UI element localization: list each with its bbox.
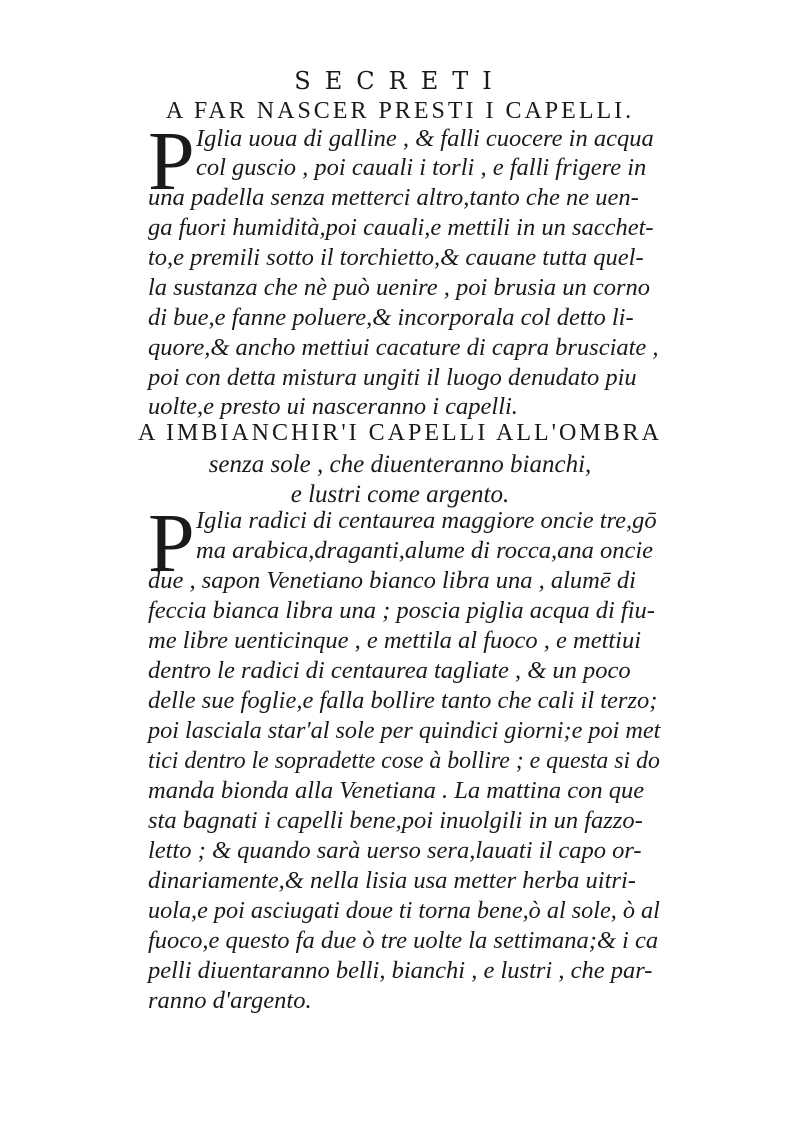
text-line: feccia bianca libra una ; poscia piglia acqua di fiu- — [148, 597, 655, 624]
text-line: Iglia radici di centaurea maggiore oncie tre,gō — [196, 507, 657, 534]
text-line: dentro le radici di centaurea tagliate , & un poco — [148, 657, 631, 684]
drop-cap-initial: P — [148, 115, 195, 208]
text-line: due , sapon Venetiano bianco libra una , alumē di — [148, 567, 636, 594]
text-line: Iglia uoua di galline , & falli cuocere in acqua — [196, 125, 654, 152]
text-line: ranno d'argento. — [148, 987, 312, 1014]
text-line: una padella senza metterci altro,tanto che ne uen- — [148, 184, 639, 211]
text-line: poi lasciala star'al sole per quindici giorni;e poi met — [148, 717, 661, 744]
text-line: sta bagnati i capelli bene,poi inuolgili in un fazzo- — [148, 807, 643, 834]
text-line: dinariamente,& nella lisia usa metter herba uitri- — [148, 867, 636, 894]
text-line: di bue,e fanne poluere,& incorporala col detto li- — [148, 304, 634, 331]
text-line: ma arabica,draganti,alume di rocca,ana oncie — [196, 537, 654, 564]
text-line: ga fuori humidità,poi cauali,e mettili in un sacchet- — [148, 214, 654, 241]
text-line: manda bionda alla Venetiana . La mattina con que — [148, 777, 645, 804]
text-line: to,e premili sotto il torchietto,& cauane tutta quel- — [148, 244, 644, 271]
text-line: col guscio , poi cauali i torli , e falli frigere in — [196, 154, 647, 181]
recipe-subtitle: e lustri come argento. — [290, 481, 510, 508]
text-line: delle sue foglie,e falla bollire tanto che cali il terzo; — [148, 687, 658, 714]
recipe-title-hair-growth: A FAR NASCER PRESTI I CAPELLI. — [165, 98, 635, 124]
drop-cap-initial: P — [148, 497, 195, 590]
text-line: pelli diuentaranno belli, bianchi , e lustri , che par- — [148, 957, 653, 984]
text-line: fuoco,e questo fa due ò tre uolte la settimana;& i ca — [148, 927, 659, 954]
text-line: tici dentro le sopradette cose à bollire ; e questa si do — [148, 747, 660, 774]
text-line: me libre uenticinque , e mettila al fuoco , e mettiui — [148, 627, 642, 654]
text-line: la sustanza che nè può uenire , poi brusia un corno — [148, 274, 650, 301]
running-head: SECRETI — [294, 67, 506, 95]
text-line: letto ; & quando sarà uerso sera,lauati il capo or- — [148, 837, 642, 864]
recipe-subtitle: senza sole , che diuenteranno bianchi, — [208, 451, 592, 478]
recipe-title-hair-whitening: A IMBIANCHIR'I CAPELLI ALL'OMBRA — [138, 420, 662, 446]
text-line: poi con detta mistura ungiti il luogo denudato piu — [148, 364, 637, 391]
text-line: uolte,e presto ui nasceranno i capelli. — [148, 393, 518, 420]
text-line: uola,e poi asciugati doue ti torna bene,ò al sole, ò al — [148, 897, 660, 924]
text-line: quore,& ancho mettiui cacature di capra brusciate , — [148, 334, 659, 361]
